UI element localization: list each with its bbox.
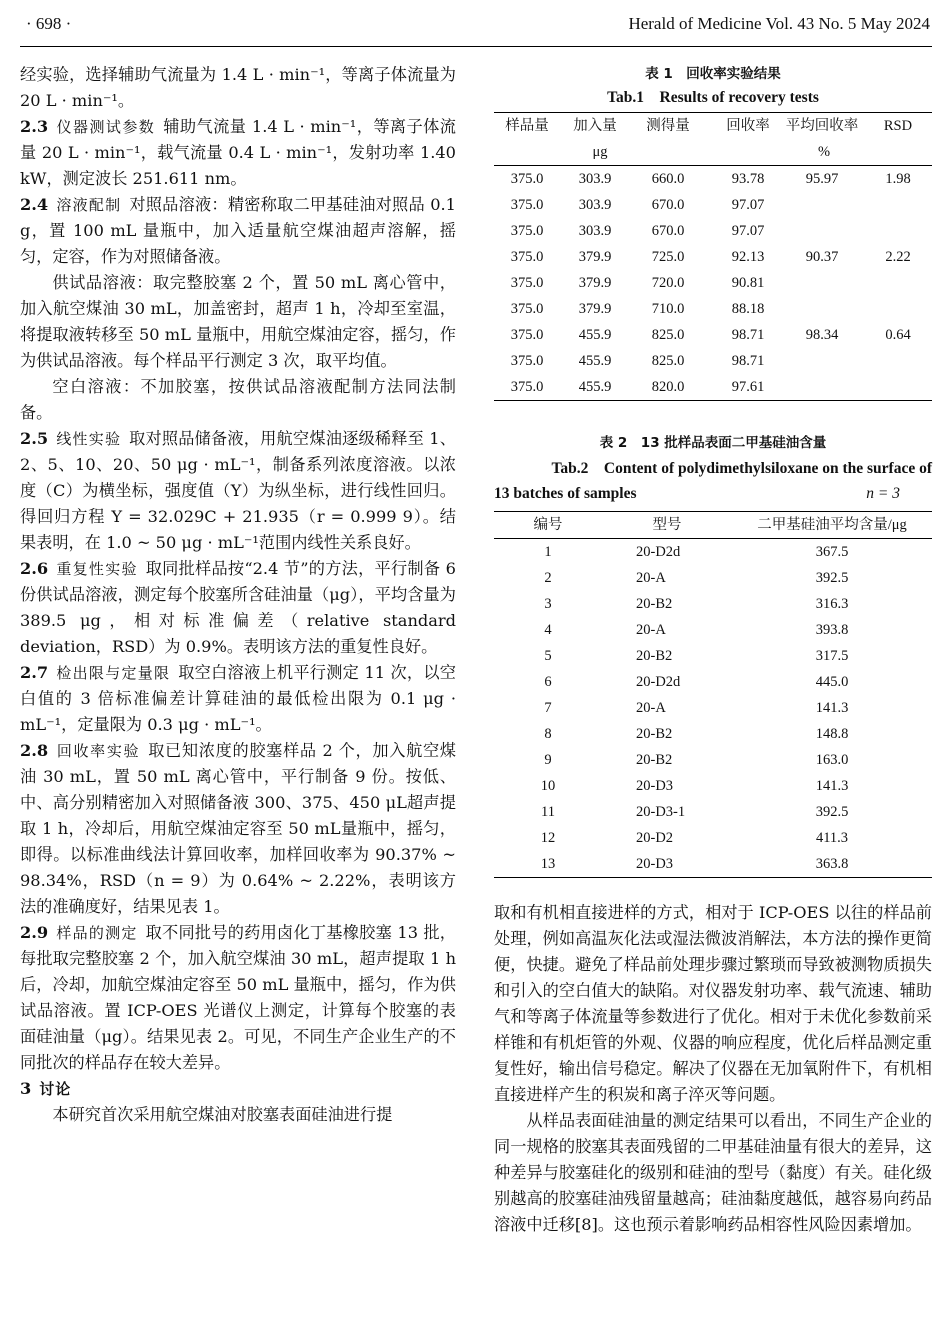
table-cell: 3 <box>544 596 552 612</box>
section-2-4 <box>20 192 456 270</box>
table-cell: 379.9 <box>578 301 612 317</box>
table-cell: 93.78 <box>731 171 765 187</box>
table-cell: 97.07 <box>731 197 765 213</box>
table-cell: 303.9 <box>578 223 612 239</box>
table-header-cell: 平均回收率 <box>785 118 859 134</box>
table-cell: 13 <box>540 856 556 872</box>
table-cell: 660.0 <box>651 171 685 187</box>
table-cell: 379.9 <box>578 275 612 291</box>
table-row <box>494 244 932 270</box>
table-row <box>494 747 932 773</box>
section-title: 检出限与定量限 <box>56 664 171 682</box>
section-title: 讨论 <box>39 1080 72 1098</box>
section-text: 取同批样品按“2.4 节”的方法，平行制备 6 份供试品溶液，测定每个胶塞所含硅油量（μg），平均含量为 389.5 μg，相对标准偏差（relative standard deviation，RSD）为 0.9%。表明该方法的重复性良好。 <box>20 559 456 656</box>
table-cell: 363.8 <box>815 856 849 872</box>
table-row <box>494 695 932 721</box>
table-unit-ug: μg <box>494 139 706 166</box>
table-row <box>494 374 932 401</box>
paragraph: 本研究首次采用航空煤油对胶塞表面硅油进行提 <box>52 1105 393 1124</box>
section-number: 2.5 <box>20 429 49 448</box>
section-title: 仪器测试参数 <box>56 118 156 136</box>
table-cell: 375.0 <box>510 197 544 213</box>
table-cell: 20-D2d <box>636 674 681 690</box>
table-row <box>494 643 932 669</box>
table-cell: 375.0 <box>510 327 544 343</box>
table-cell: 375.0 <box>510 275 544 291</box>
table-cell: 375.0 <box>510 249 544 265</box>
table-cell: 20-A <box>636 700 666 716</box>
table-cell: 367.5 <box>815 544 849 560</box>
section-number: 2.4 <box>20 195 49 214</box>
table-2-caption-en: Tab.2 Content of polydimethylsiloxane on the surface of <box>551 460 932 477</box>
table-cell: 163.0 <box>815 752 849 768</box>
table-cell: 455.9 <box>578 379 612 395</box>
table-cell: 10 <box>540 778 556 794</box>
table-cell <box>864 218 932 244</box>
paragraph-sample-solution: 供试品溶液：取完整胶塞 2 个，置 50 mL 离心管中，加入航空煤油 30 mL，加盖密封，超声 1 h，冷却至室温，将提取液转移至 50 mL 量瓶中，用航空煤油定容，摇匀，作为供试品溶液。每个样品平行测定 3 次，取平均值。 <box>20 273 456 370</box>
table-cell: 375.0 <box>510 379 544 395</box>
table-header-cell: 编号 <box>494 512 602 539</box>
table-cell: 392.5 <box>815 570 849 586</box>
paragraph: 经实验，选择辅助气流量为 1.4 L · min⁻¹，等离子体流量为 20 L · min⁻¹。 <box>20 65 456 110</box>
table-cell: 379.9 <box>578 249 612 265</box>
table-header-cell: 测得量 <box>646 118 690 134</box>
table-cell: 20-D2d <box>636 544 681 560</box>
table-cell: 90.81 <box>731 275 765 291</box>
table-cell: 5 <box>544 648 552 664</box>
table-cell: 1 <box>544 544 552 560</box>
table-cell: 825.0 <box>651 353 685 369</box>
table-cell <box>780 296 864 322</box>
table-cell: 20-D3 <box>636 778 674 794</box>
table-cell <box>780 348 864 374</box>
paragraph: 从样品表面硅油量的测定结果可以看出，不同生产企业的同一规格的胶塞其表面残留的二甲基硅油量有很大的差异，这种差异与胶塞硅化的级别和硅油的型号（黏度）有关。硅化级别越高的胶塞硅油残留量越高；硅油黏度越低，越容易向药品溶液中迁移[8]。这也预示着影响药品相容性风险因素增加。 <box>494 1111 932 1234</box>
table-cell: 317.5 <box>815 648 849 664</box>
table-cell: 670.0 <box>651 223 685 239</box>
table-cell: 8 <box>544 726 552 742</box>
table-row <box>494 773 932 799</box>
table-cell: 141.3 <box>815 700 849 716</box>
table-cell: 88.18 <box>731 301 765 317</box>
section-text: 取对照品储备液，用航空煤油逐级稀释至 1、2、5、10、20、50 μg · mL⁻¹，制备系列浓度溶液。以浓度（C）为横坐标，强度值（Y）为纵坐标，进行线性回归。得回归方程 Y = 32.029C + 21.935（r = 0.999 9）。结果表明，在 1.0 ~ 50 μg · mL⁻¹范围内线性关系良好。 <box>20 429 456 552</box>
table-cell: 98.34 <box>805 327 839 343</box>
table-1 <box>494 62 932 401</box>
section-text: 取空白溶液上机平行测定 11 次，以空白值的 3 倍标准偏差计算硅油的最低检出限为 0.1 μg · mL⁻¹，定量限为 0.3 μg · mL⁻¹。 <box>20 663 456 734</box>
section-2-5 <box>20 426 456 556</box>
table-row <box>494 565 932 591</box>
table-1-caption-cn: 表 1 回收率实验结果 <box>645 66 781 82</box>
page-number: · 698 · <box>26 14 72 33</box>
section-text: 对照品溶液：精密称取二甲基硅油对照品 0.1 g，置 100 mL 量瓶中，加入适量航空煤油超声溶解，摇匀，定容，作为对照储备液。 <box>20 195 456 266</box>
section-text: 取已知浓度的胶塞样品 2 个，加入航空煤油 30 mL，置 50 mL 离心管中，平行制备 9 份。按低、中、高分别精密加入对照储备液 300、375、450 μL超声提取 1 h，冷却后，用航空煤油定容至 50 mL量瓶中，摇匀，即得。以标准曲线法计算回收率，加样回收率为 90.37% ~ 98.34%，RSD（n = 9）为 0.64% ~ 2.22%，表明该方法的准确度好，结果见表 1。 <box>20 741 456 916</box>
table-cell: 375.0 <box>510 223 544 239</box>
table-2-caption-en-2: 13 batches of samples <box>494 485 637 502</box>
table-cell: 6 <box>544 674 552 690</box>
table-row <box>494 218 932 244</box>
section-2-7 <box>20 660 456 738</box>
table-cell: 11 <box>541 804 555 820</box>
section-text: 辅助气流量 1.4 L · min⁻¹，等离子体流量 20 L · min⁻¹，载气流量 0.4 L · min⁻¹，发射功率 1.40 kW，测定波长 251.611 nm。 <box>20 117 456 188</box>
table-row <box>494 851 932 878</box>
section-text: 取不同批号的药用卤化丁基橡胶塞 13 批，每批取完整胶塞 2 个，加入航空煤油 30 mL，超声提取 1 h 后，冷却，加航空煤油定容至 50 mL 量瓶中，摇匀，作为供试品溶液。置 ICP-OES 光谱仪上测定，计算每个胶塞的表面硅油量（μg）。结果见表 2。可见，不同生产企业生产的不同批次的样品存在较大差异。 <box>20 923 456 1072</box>
table-cell: 2.22 <box>885 249 911 265</box>
table-cell: 97.07 <box>731 223 765 239</box>
section-2-6 <box>20 556 456 660</box>
table-header-cell: 样品量 <box>505 118 549 134</box>
table-cell: 825.0 <box>651 327 685 343</box>
table-cell <box>864 296 932 322</box>
table-cell: 393.8 <box>815 622 849 638</box>
table-cell: 20-B2 <box>636 596 673 612</box>
table-cell <box>780 270 864 296</box>
table-cell <box>864 348 932 374</box>
table-cell: 303.9 <box>578 197 612 213</box>
table-cell: 1.98 <box>885 171 911 187</box>
table-cell: 392.5 <box>815 804 849 820</box>
table-2-caption-cn: 表 2 13 批样品表面二甲基硅油含量 <box>599 435 827 451</box>
section-number: 2.9 <box>20 923 49 942</box>
section-3-heading <box>20 1076 456 1102</box>
section-title: 溶液配制 <box>56 196 122 214</box>
table-row <box>494 192 932 218</box>
table-header-cell: 加入量 <box>573 118 617 134</box>
table-cell: 20-A <box>636 570 666 586</box>
table-cell <box>864 192 932 218</box>
header-rule <box>20 46 932 47</box>
table-cell: 20-B2 <box>636 752 673 768</box>
table-cell: 710.0 <box>651 301 685 317</box>
table-row <box>494 166 932 193</box>
section-title: 样品的测定 <box>56 924 138 942</box>
table-cell: 303.9 <box>578 171 612 187</box>
table-cell: 670.0 <box>651 197 685 213</box>
table-row <box>494 799 932 825</box>
right-column <box>494 62 932 1238</box>
table-cell: 725.0 <box>651 249 685 265</box>
section-number: 2.6 <box>20 559 49 578</box>
table-cell: 4 <box>544 622 552 638</box>
section-title: 重复性实验 <box>56 560 138 578</box>
table-row <box>494 721 932 747</box>
section-2-9 <box>20 920 456 1076</box>
table-cell <box>780 374 864 401</box>
table-cell <box>864 374 932 401</box>
table-row <box>494 348 932 374</box>
section-2-3 <box>20 114 456 192</box>
table-cell: 445.0 <box>815 674 849 690</box>
table-cell: 92.13 <box>731 249 765 265</box>
table-cell: 12 <box>540 830 556 846</box>
table-cell: 97.61 <box>731 379 765 395</box>
table-2-n-note: n = 3 <box>866 485 900 502</box>
table-cell <box>780 218 864 244</box>
table-cell: 95.97 <box>805 171 839 187</box>
table-unit-percent: % <box>716 139 932 166</box>
table-row <box>494 270 932 296</box>
section-number: 2.3 <box>20 117 49 136</box>
journal-title: Herald of Medicine Vol. 43 No. 5 May 2024 <box>628 14 930 33</box>
table-header-cell: RSD <box>883 118 913 134</box>
table-1-caption-en: Tab.1 Results of recovery tests <box>607 89 819 106</box>
table-row <box>494 296 932 322</box>
left-column <box>20 62 456 1128</box>
table-2-grid <box>494 511 932 878</box>
table-2 <box>494 431 932 878</box>
table-cell: 0.64 <box>885 327 911 343</box>
table-cell: 820.0 <box>651 379 685 395</box>
paragraph: 取和有机相直接进样的方式，相对于 ICP-OES 以往的样品前处理，例如高温灰化法或湿法微波消解法，本方法的操作更简便，快捷。避免了样品前处理步骤过繁琐而导致被测物质损失和引入的空白值大的缺陷。对仪器发射功率、载气流速、辅助气和等离子体流量等参数进行了优化。相对于未优化参数前采样锥和有机炬管的外观、仪器的响应程度，优化后样品测定重复性好，输出信号稳定。解决了仪器在无加氧附件下，有机相直接进样产生的积炭和离子淬灭等问题。 <box>494 903 932 1104</box>
table-row <box>494 617 932 643</box>
table-row <box>494 825 932 851</box>
table-cell: 375.0 <box>510 353 544 369</box>
table-cell: 411.3 <box>815 830 849 846</box>
table-1-grid <box>494 112 932 401</box>
section-title: 回收率实验 <box>56 742 141 760</box>
table-cell: 375.0 <box>510 171 544 187</box>
table-cell: 98.71 <box>731 327 765 343</box>
table-row <box>494 539 932 566</box>
table-cell: 455.9 <box>578 353 612 369</box>
table-cell: 98.71 <box>731 353 765 369</box>
section-number: 2.7 <box>20 663 49 682</box>
section-title: 线性实验 <box>56 430 122 448</box>
table-row <box>494 322 932 348</box>
table-cell: 20-A <box>636 622 666 638</box>
table-cell: 375.0 <box>510 301 544 317</box>
table-cell: 20-B2 <box>636 726 673 742</box>
table-cell: 90.37 <box>805 249 839 265</box>
table-row <box>494 669 932 695</box>
table-header-cell: 二甲基硅油平均含量/μg <box>732 512 932 539</box>
table-cell: 2 <box>544 570 552 586</box>
table-cell: 455.9 <box>578 327 612 343</box>
table-cell <box>780 192 864 218</box>
section-number: 2.8 <box>20 741 49 760</box>
table-cell: 720.0 <box>651 275 685 291</box>
table-cell: 20-B2 <box>636 648 673 664</box>
running-header <box>20 14 930 42</box>
table-header-cell: 型号 <box>602 512 732 539</box>
table-cell: 20-D3 <box>636 856 674 872</box>
table-header-cell: 回收率 <box>726 118 770 134</box>
table-cell: 148.8 <box>815 726 849 742</box>
table-cell: 316.3 <box>815 596 849 612</box>
table-cell <box>864 270 932 296</box>
paragraph-blank-solution: 空白溶液：不加胶塞，按供试品溶液配制方法同法制备。 <box>20 377 456 422</box>
table-cell: 7 <box>544 700 552 716</box>
section-number: 3 <box>20 1079 32 1098</box>
section-2-8 <box>20 738 456 920</box>
table-cell: 20-D2 <box>636 830 674 846</box>
table-cell: 20-D3-1 <box>636 804 686 820</box>
table-cell: 141.3 <box>815 778 849 794</box>
table-cell: 9 <box>544 752 552 768</box>
table-row <box>494 591 932 617</box>
